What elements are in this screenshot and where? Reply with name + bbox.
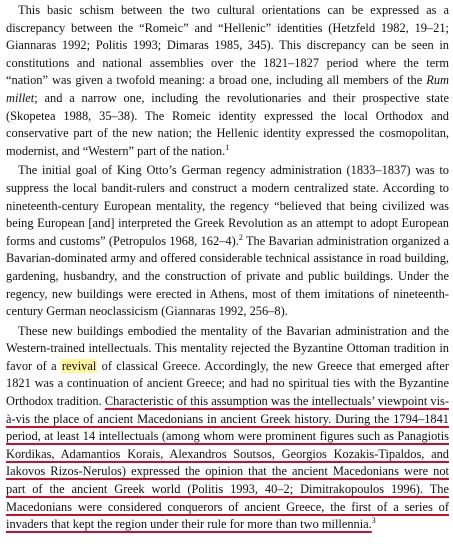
highlighted-word-revival[interactable]: revival [61, 358, 97, 373]
paragraph-otto-regency [6, 162, 449, 320]
p2-text-a: The initial goal of King Otto’s German regency administration (1833–1837) was to suppress the local bandit-rulers and construct a modern centralized state. According to nineteenth-century European mentality, the regency “believed that being civilized was being European [and] interpreted the Greek Revolution as an attempt to adopt European forms and customs” (Petropulos 1968, 162–4). [6, 163, 449, 248]
p1-text-a: This basic schism between the two cultural orientations can be expressed as a discrepancy between the “Romeic” and “Hellenic” identities (Hetzfeld 1982, 19–21; Giannaras 1992; Politis 1993; Dimaras 1985, 345). This discrepancy can be seen in constitutions and national assemblies over the 1821–1827 period where the term “nation” was given a twofold meaning: a broad one, including all members of the [6, 3, 449, 88]
p3-text-a: These new buildings embodied the mentality of the Bavarian administration and the Western-trained intellectuals. This mentality rejected the Byzantine Ottoman tradition in favor of a [6, 323, 449, 373]
footnote-ref-1[interactable]: 1 [225, 142, 230, 152]
p1-text-b: ; and a narrow one, including the revolutionaries and their prospective state (Skopetea 1988, 35–38). The Romeic identity expressed the local Orthodox and conservative part of the new nation; the Hellenic identity expressed the cosmopolitan, modernist, and “Western” part of the nation. [6, 90, 449, 158]
p3-text-b: of classical Greece. Accordingly, the new Greece that emerged after 1821 was a continuation of ancient Greece; and had no spiritual ties with the Byzantine Orthodox tradition. [6, 358, 449, 409]
p1-italic-rum-millet: Rum millet [6, 73, 449, 105]
footnote-ref-2[interactable]: 2 [238, 232, 243, 242]
p2-text-b: The Bavarian administration organized a Bavarian-dominated army and offered considerable technical assistance in road building, gardening, husbandry, and the construction of private and public buildings. Under the regency, new buildings were erected in Athens, most of them imitations of nineteenth-century German neoclassicism (Giannaras 1992, 256–8). [6, 233, 449, 319]
paragraph-bavarian-mentality [6, 323, 449, 534]
underlined-passage-macedonians[interactable]: Characteristic of this assumption was the intellectuals’ viewpoint vis-à-vis the place of ancient Macedonians in ancient Greek history. During the 1794–1841 period, at least 14 intellectuals (among whom were prominent figures such as Panagiotis Kordikas, Adamantios Korais, Alexandros Soutsos, Georgios Kozakis-Tipaldos, and Iakovos Rizos-Nerulos) expressed the opinion that the ancient Macedonians were not part of the ancient Greek world (Politis 1993, 40–2; Dimitrakopoulos 1996). The Macedonians were considered conquerors of ancient Greece, the first of a series of invaders that kept the region under their rule for more than two millennia. [6, 394, 449, 532]
footnote-ref-3[interactable]: 3 [371, 516, 376, 526]
paragraph-romeic-hellenic [6, 2, 449, 160]
